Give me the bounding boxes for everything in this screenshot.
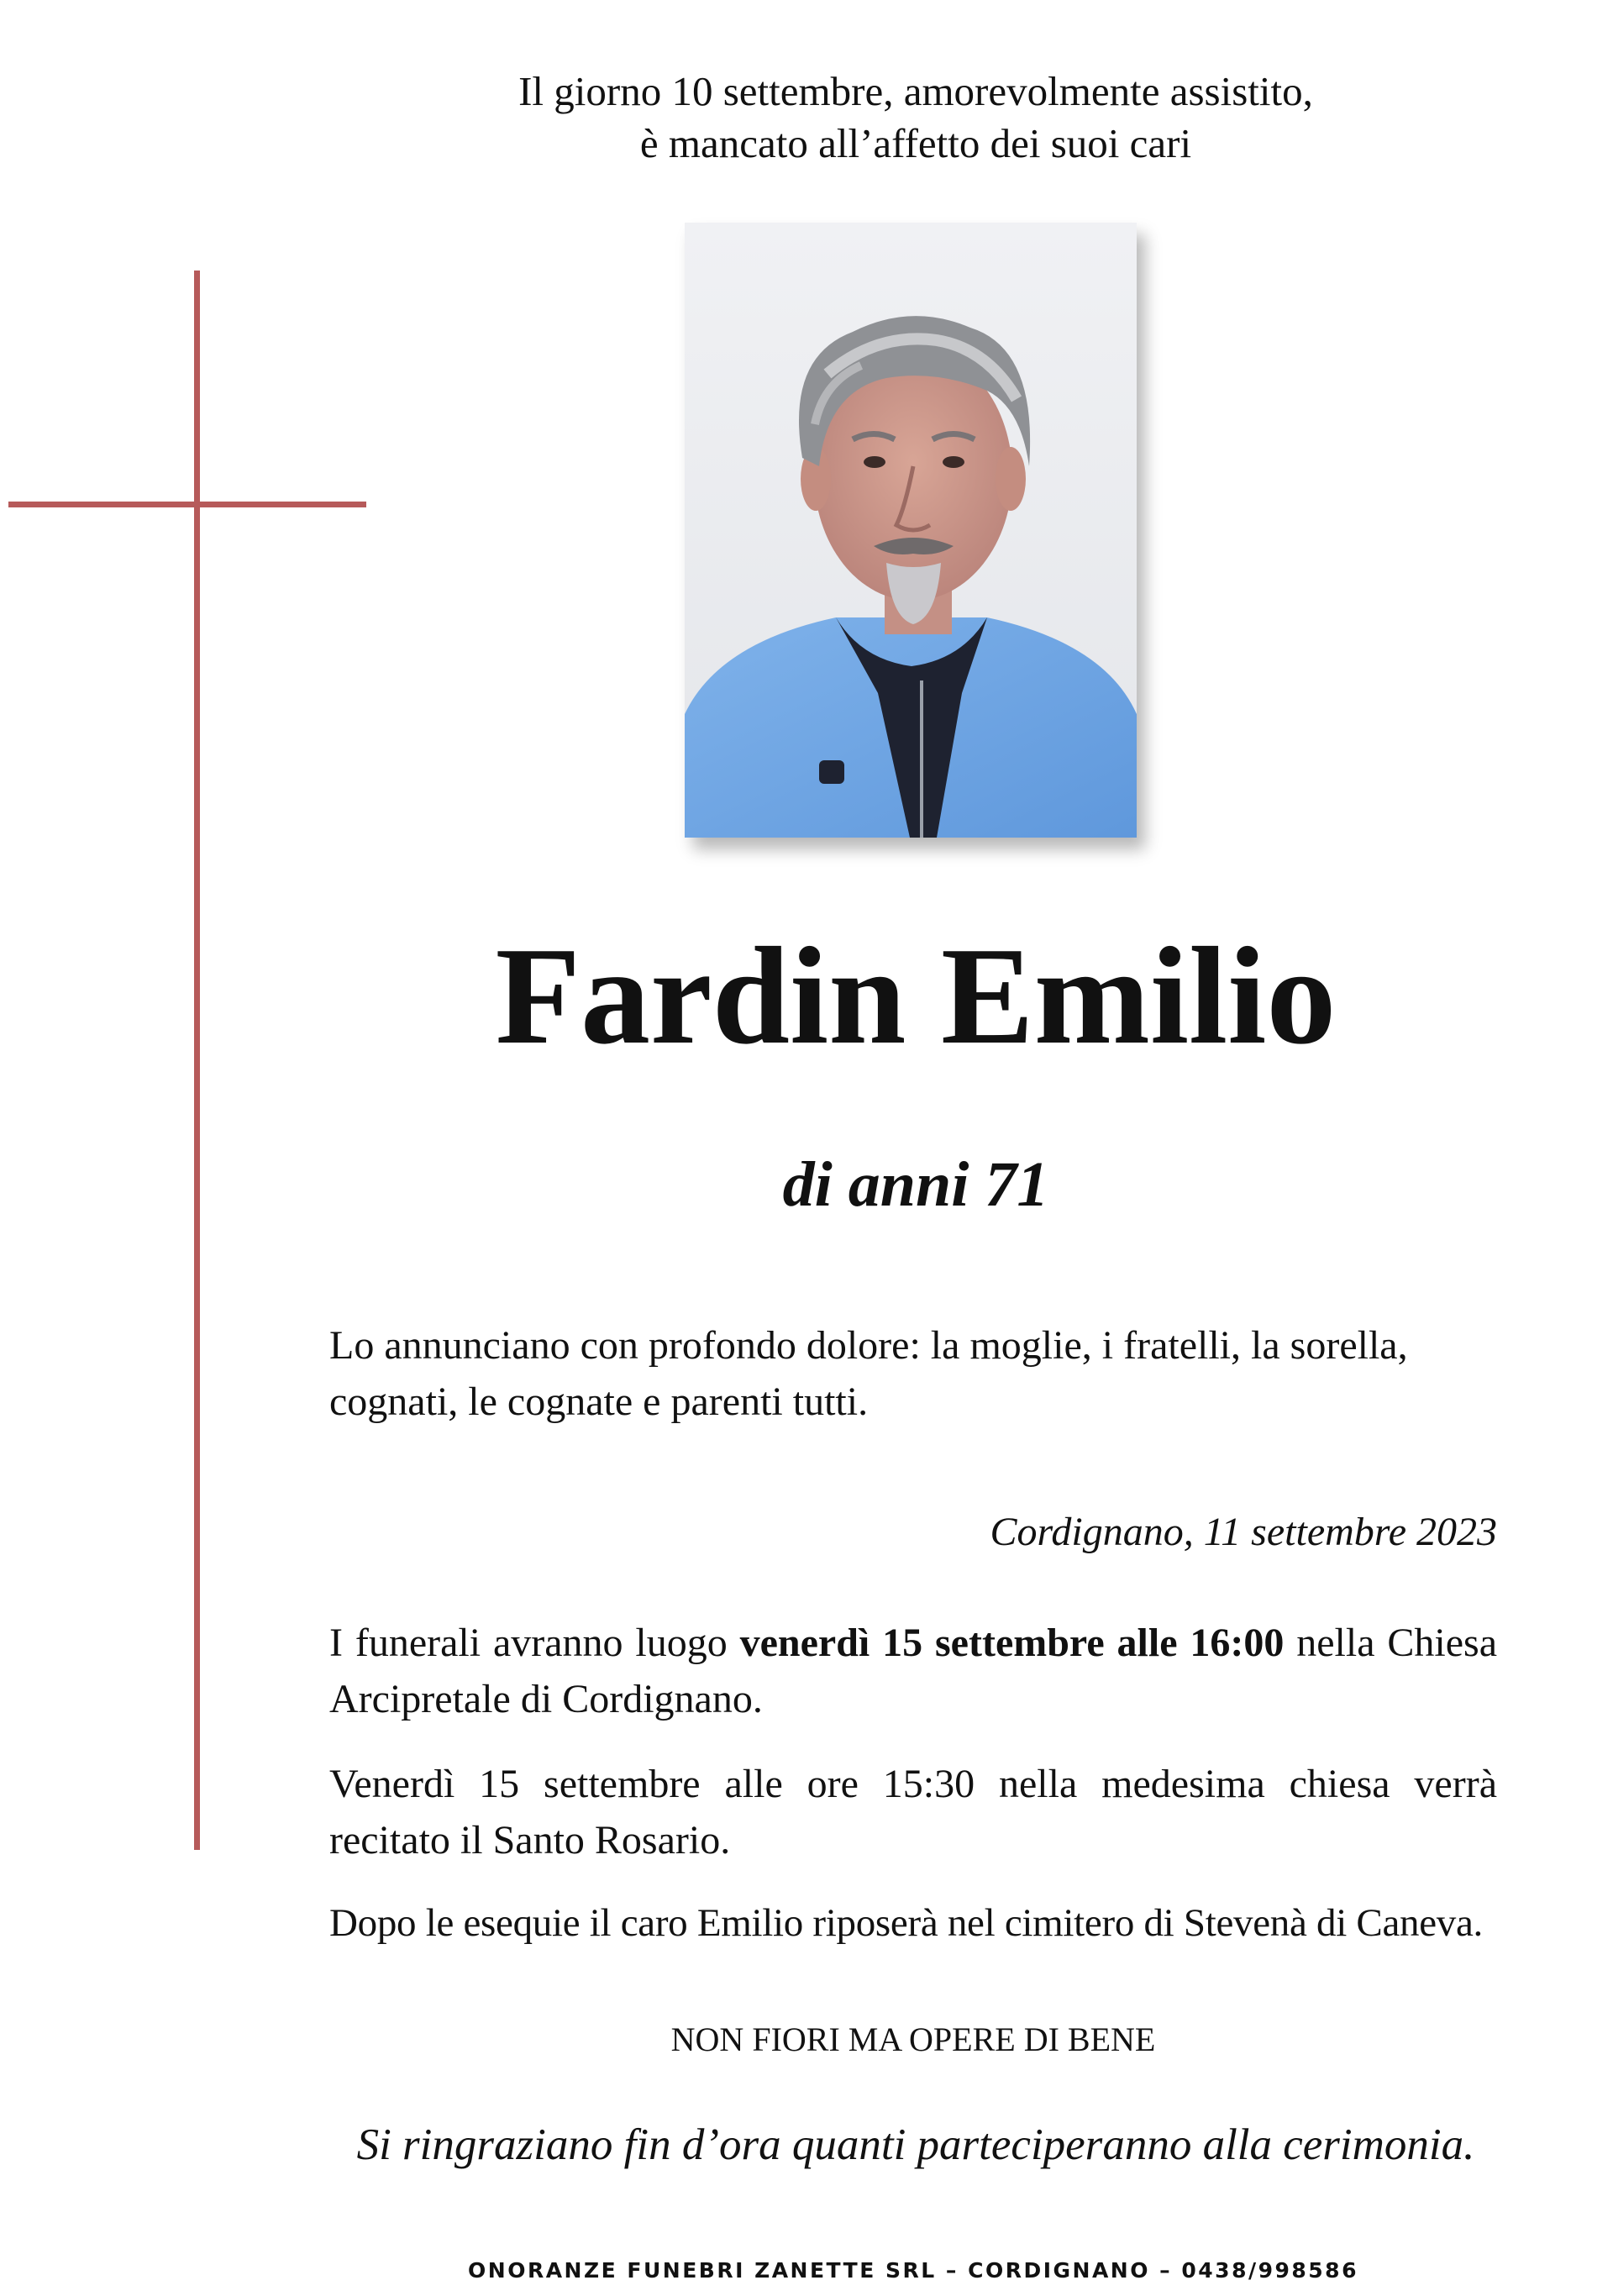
burial-info: Dopo le esequie il caro Emilio riposerà nel cimitero di Stevenà di Caneva. [329,1901,1483,1945]
cross-vertical-bar [194,271,200,1850]
funeral-prefix: I funerali avranno luogo [329,1621,740,1665]
place-date: Cordignano, 11 settembre 2023 [990,1510,1497,1554]
rosary-info: Venerdì 15 settembre alle ore 15:30 nella medesima chiesa verrà recitato il Santo Rosario. [329,1762,1497,1863]
intro-text [328,66,1504,170]
announcement-line-2: cognati, le cognate e parenti tutti. [329,1379,869,1424]
deceased-name: Fardin Emilio [495,918,1337,1073]
announcement-line-1: Lo annunciano con profondo dolore: la moglie, i fratelli, la sorella, [329,1323,1408,1368]
announcement-text [329,1317,1497,1430]
thanks-text: Si ringraziano fin d’ora quanti parteciperanno alla cerimonia. [356,2120,1475,2169]
intro-line-1: Il giorno 10 settembre, amorevolmente assistito, [518,68,1313,114]
cross-horizontal-bar [8,502,366,507]
portrait-photo [685,223,1137,838]
intro-line-2: è mancato all’affetto dei suoi cari [639,120,1192,166]
funeral-suffix: nella Chiesa Arcipretale di Cordignano. [329,1621,1498,1721]
funeral-info [329,1615,1497,1727]
funeral-datetime: venerdì 15 settembre alle 16:00 [739,1621,1285,1665]
funeral-home-footer: ONORANZE FUNEBRI ZANETTE SRL – CORDIGNANO – 0438/998586 [468,2258,1358,2283]
no-flowers-notice: NON FIORI MA OPERE DI BENE [670,2020,1156,2058]
deceased-age: di anni 71 [782,1149,1049,1220]
